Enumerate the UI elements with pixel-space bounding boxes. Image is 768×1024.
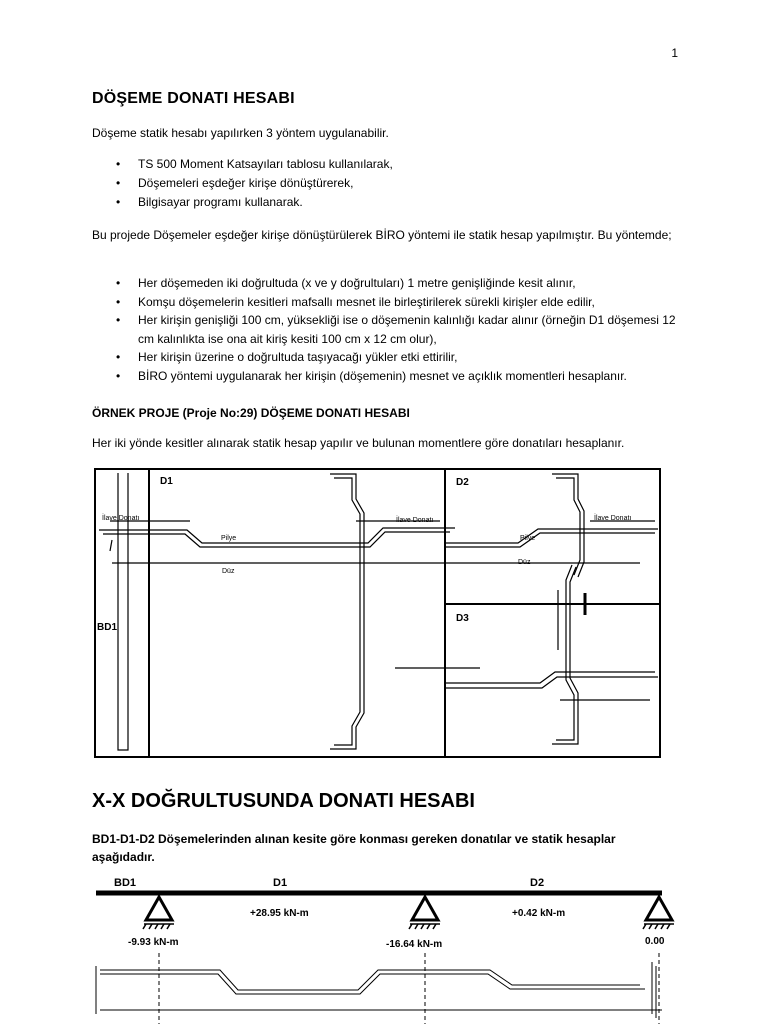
- rebar-label-duz-2: Düz: [518, 559, 531, 566]
- list-item: • Bilgisayar programı kullanarak.: [116, 193, 393, 212]
- rebar-label-duz-1: Düz: [222, 568, 235, 575]
- rebar-label-pilye-2: Pilye: [520, 535, 536, 542]
- list-item: • Her kirişin üzerine o doğrultuda taşıyacağı yükler etki ettirilir,: [116, 348, 676, 367]
- slab-label-d1: D1: [160, 476, 173, 487]
- xx-paragraph: BD1-D1-D2 Döşemelerinden alınan kesite göre konması gereken donatılar ve statik hesaplar aşağıdadır.: [92, 832, 616, 864]
- slab-label-d2: D2: [456, 477, 469, 488]
- example-heading: ÖRNEK PROJE (Proje No:29) DÖŞEME DONATI HESABI: [92, 406, 410, 420]
- page-number: 1: [671, 46, 678, 60]
- span-moment-d1: +28.95 kN-m: [250, 908, 309, 919]
- rebar-label-ilave-2: İlave Donatı: [396, 517, 434, 524]
- rebar-label-ilave-3: İlave Donatı: [594, 515, 632, 522]
- example-paragraph: Her iki yönde kesitler alınarak statik hesap yapılır ve bulunan momentlere göre donatıları hesaplanır.: [92, 436, 625, 450]
- rebar-label-ilave-1: İlave Donatı: [102, 515, 140, 522]
- rebar-label-pilye-1: Pilye: [221, 535, 237, 542]
- page-title: DÖŞEME DONATI HESABI: [92, 90, 295, 107]
- beam-rebar-sketch: [96, 953, 662, 1024]
- support-moment-3: 0.00: [645, 936, 665, 947]
- slab-label-bd1: BD1: [97, 622, 118, 633]
- project-paragraph: Bu projede Döşemeler eşdeğer kirişe dönüştürülerek BİRO yöntemi ile statik hesap yapılmıştır. Bu yöntemde;: [92, 228, 672, 242]
- slab-label-d3: D3: [456, 613, 469, 624]
- section-heading-xx: X-X DOĞRULTUSUNDA DONATI HESABI: [92, 790, 475, 812]
- support-3: [646, 897, 672, 920]
- list-item: • BİRO yöntemi uygulanarak her kirişin (döşemenin) mesnet ve açıklık momentleri hesaplanır.: [116, 367, 676, 386]
- support-2: [412, 897, 438, 920]
- support-moment-1: -9.93 kN-m: [128, 937, 179, 948]
- span-moment-d2: +0.42 kN-m: [512, 908, 566, 919]
- span-label-d1: D1: [273, 877, 288, 889]
- span-label-d2: D2: [530, 877, 545, 889]
- list-item: • Her kirişin genişliği 100 cm, yüksekliği ise o döşemenin kalınlığı kadar alınır (örneğin D1 döşemesi 12 cm kalınlıkta ise ona ait kiriş kesiti 100 cm x 12 cm olur),: [116, 311, 676, 348]
- intro-paragraph: Döşeme statik hesabı yapılırken 3 yöntem uygulanabilir.: [92, 126, 389, 140]
- list-item: • Komşu döşemelerin kesitleri mafsallı mesnet ile birleştirilerek sürekli kirişler elde edilir,: [116, 293, 676, 312]
- list-item: • Her döşemeden iki doğrultuda (x ve y doğrultuları) 1 metre genişliğinde kesit alınır,: [116, 274, 676, 293]
- span-label-bd1: BD1: [114, 877, 137, 889]
- support-1: [146, 897, 172, 920]
- list-item: • Döşemeleri eşdeğer kirişe dönüştürerek,: [116, 174, 393, 193]
- list-item: • TS 500 Moment Katsayıları tablosu kullanılarak,: [116, 155, 393, 174]
- support-moment-2: -16.64 kN-m: [386, 939, 443, 950]
